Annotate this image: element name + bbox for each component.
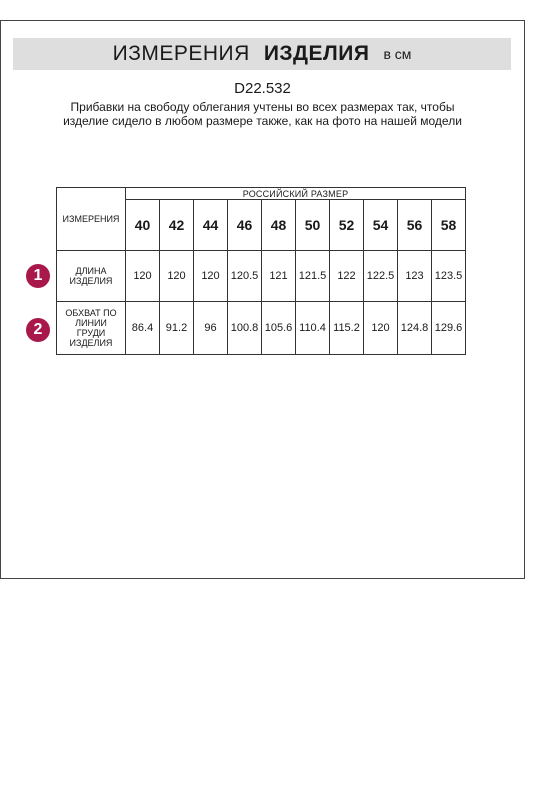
- size-cell: 54: [364, 200, 398, 251]
- table-cell: 129.6: [432, 302, 466, 355]
- table-cell: 121.5: [296, 251, 330, 302]
- title-product: ИЗДЕЛИЯ: [263, 42, 370, 65]
- table-cell: 123: [398, 251, 432, 302]
- size-cell: 50: [296, 200, 330, 251]
- table-cell: 120.5: [228, 251, 262, 302]
- russian-size-header: РОССИЙСКИЙ РАЗМЕР: [126, 188, 466, 200]
- row-number-badge-2: 2: [26, 318, 50, 342]
- label-line: ГРУДИ: [76, 328, 106, 338]
- fit-note: Прибавки на свободу облегания учтены во всех размерах так, чтобы изделие сидело в любом размере также, как на фото на нашей модели: [63, 100, 462, 128]
- row-label-chest: [57, 302, 126, 355]
- title-bar: [13, 38, 511, 70]
- size-cell: 40: [126, 200, 160, 251]
- size-cell: 48: [262, 200, 296, 251]
- table-cell: 122: [330, 251, 364, 302]
- size-cell: 42: [160, 200, 194, 251]
- row-number-badge-1: 1: [26, 264, 50, 288]
- table-cell: 120: [194, 251, 228, 302]
- table-cell: 121: [262, 251, 296, 302]
- table-cell: 120: [126, 251, 160, 302]
- table-cell: 120: [160, 251, 194, 302]
- table-cell: 110.4: [296, 302, 330, 355]
- label-line: ИЗДЕЛИЯ: [69, 276, 113, 286]
- table-cell: 122.5: [364, 251, 398, 302]
- row-label-length: [57, 251, 126, 302]
- table-cell: 105.6: [262, 302, 296, 355]
- table-cell: 91.2: [160, 302, 194, 355]
- size-cell: 56: [398, 200, 432, 251]
- measurements-header: ИЗМЕРЕНИЯ: [57, 188, 126, 251]
- label-line: ДЛИНА: [75, 266, 107, 276]
- size-cell: 58: [432, 200, 466, 251]
- size-cell: 44: [194, 200, 228, 251]
- table-cell: 86.4: [126, 302, 160, 355]
- table-cell: 115.2: [330, 302, 364, 355]
- table-cell: 100.8: [228, 302, 262, 355]
- title-unit: в см: [383, 46, 412, 62]
- size-table: [56, 187, 466, 355]
- title-measurements: ИЗМЕРЕНИЯ: [112, 42, 250, 65]
- label-line: ОБХВАТ ПО: [65, 308, 117, 318]
- table-header-row: [57, 188, 466, 200]
- table-cell: 96: [194, 302, 228, 355]
- label-line: ЛИНИИ: [75, 318, 107, 328]
- label-line: ИЗДЕЛИЯ: [69, 338, 113, 348]
- size-cell: 52: [330, 200, 364, 251]
- table-cell: 120: [364, 302, 398, 355]
- table-cell: 123.5: [432, 251, 466, 302]
- table-row-chest: [57, 302, 466, 355]
- table-row-length: [57, 251, 466, 302]
- size-cell: 46: [228, 200, 262, 251]
- product-code: D22.532: [234, 80, 291, 97]
- table-cell: 124.8: [398, 302, 432, 355]
